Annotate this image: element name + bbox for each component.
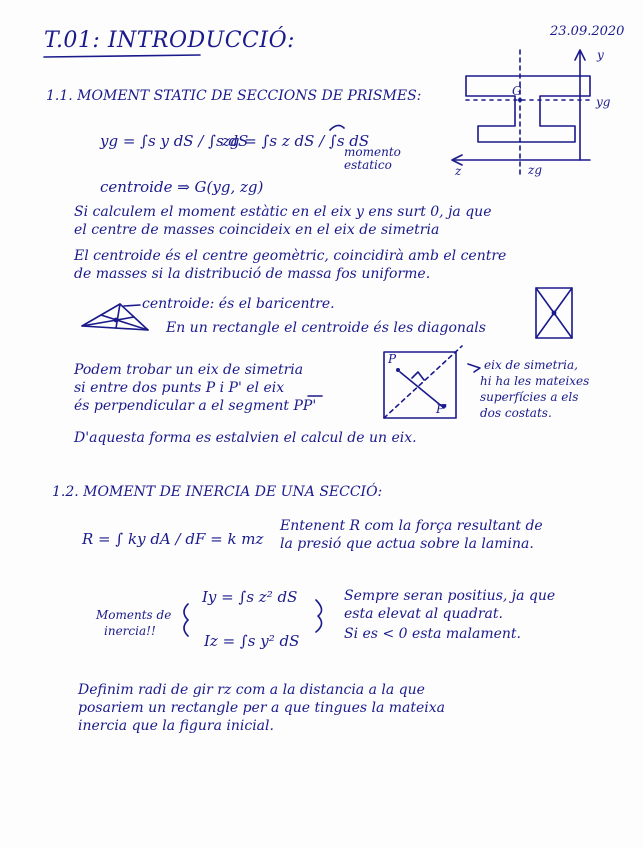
side-label-2: inercia!! [104,624,156,638]
triangle-note: centroide: és el baricentre. [142,296,335,312]
right-brace [316,600,322,632]
inertia-note-1: Sempre seran positius, ja que [344,588,556,604]
para2-line1: El centroide és el centre geomètric, coincidirà amb el centre [74,248,507,264]
centroid-formula: centroide ⇒ G(yg, zg) [100,178,264,196]
centroid-g-label: G [512,84,522,98]
zg-formula: zg = ∫s z dS / ∫s dS [222,132,370,150]
inertia-note-2: esta elevat al quadrat. [344,606,503,622]
para3-line3: és perpendicular a el segment PP' [74,398,317,414]
r-note-1: Entenent R com la força resultant de [280,518,543,534]
sym-note-3: superfícies a els [480,390,579,404]
rect-note: En un rectangle el centroide és les diagonals [166,320,486,336]
sym-note-1: eix de simetria, [484,358,578,372]
symmetry-diagram [384,346,480,418]
sym-note-2: hi ha les mateixes [480,374,590,388]
radius-line2: posariem un rectangle per a que tingues la mateixa [78,700,446,716]
r-formula: R = ∫ ky dA / dF = k mz [82,530,264,548]
axis-zg-label: zg [528,163,543,177]
axis-yg-label: yg [596,95,611,109]
para2-line2: de masses si la distribució de massa fos uniforme. [74,266,431,282]
para3-line1: Podem trobar un eix de simetria [74,362,304,378]
radius-line3: inercia que la figura inicial. [78,718,274,734]
point-p: P [388,352,397,366]
section2-heading: 1.2. MOMENT DE INERCIA DE UNA SECCIÓ: [52,484,383,500]
axis-y-label: y [597,48,604,62]
left-brace [184,604,188,636]
r-note-2: la presió que actua sobre la lamina. [280,536,534,552]
note-arrow [330,125,344,130]
title-underline [44,55,200,57]
section1-heading: 1.1. MOMENT STATIC DE SECCIONS DE PRISMES: [46,88,422,104]
para1-line2: el centre de masses coincideix en el eix de simetria [74,222,440,238]
point-p2: P' [436,402,448,416]
para4: D'aquesta forma es estalvien el calcul de un eix. [74,430,417,446]
side-label-1: Moments de [96,608,172,622]
sym-note-4: dos costats. [480,406,552,420]
iz-formula: Iz = ∫s y² dS [204,632,300,650]
i-beam-diagram [452,50,590,178]
rectangle-diagram [536,288,572,338]
para3-line2: si entre dos punts P i P' el eix [74,380,285,396]
axis-z-label: z [455,164,462,178]
triangle-diagram [82,304,148,330]
radius-line1: Definim radi de gir rz com a la distancia a la que [78,682,425,698]
moment-note: momento estatico [344,145,401,172]
page-date: 23.09.2020 [550,24,625,39]
inertia-note-3: Si es < 0 esta malament. [344,626,521,642]
para1-line1: Si calculem el moment estàtic en el eix y ens surt 0, ja que [74,204,492,220]
page-title: T.01: INTRODUCCIÓ: [44,28,296,53]
yg-formula: yg = ∫s y dS / ∫s dS [100,132,249,150]
iy-formula: Iy = ∫s z² dS [202,588,298,606]
